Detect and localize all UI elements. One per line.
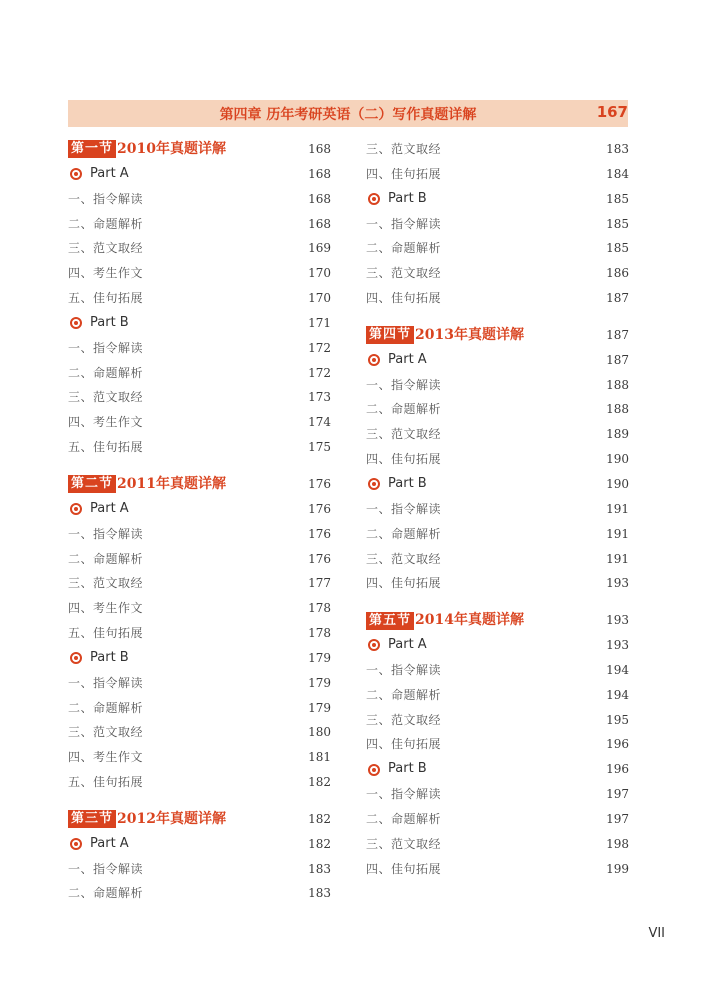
entry-page-number: 176 (308, 476, 331, 491)
entry-label: 二、命题解析 (68, 886, 144, 901)
entry-label: 三、范文取经 (366, 551, 442, 566)
entry-label: 一、指令解读 (366, 501, 442, 516)
toc-part-entry[interactable] (366, 348, 629, 373)
toc-entry[interactable] (366, 162, 629, 187)
toc-entry[interactable] (68, 286, 331, 311)
target-circle-icon (70, 168, 82, 180)
section-title: 2013年真题详解 (415, 326, 524, 343)
entry-page-number: 182 (308, 811, 331, 826)
entry-page-number: 191 (606, 551, 629, 566)
toc-entry[interactable] (68, 621, 331, 646)
toc-entry[interactable] (68, 881, 331, 906)
entry-label: 二、命题解析 (366, 241, 442, 256)
part-label: Part B (388, 190, 427, 206)
toc-section-heading[interactable] (68, 137, 331, 162)
toc-entry[interactable] (68, 671, 331, 696)
chapter-title[interactable]: 第四章 历年考研英语（二）写作真题详解 (219, 107, 477, 123)
entry-page-number: 183 (606, 142, 629, 156)
entry-page-number: 186 (606, 266, 629, 281)
toc-entry[interactable] (366, 658, 629, 683)
entry-page-number: 168 (308, 216, 331, 231)
toc-entry[interactable] (366, 732, 629, 757)
entry-label: 二、命题解析 (68, 365, 144, 380)
entry-page-number: 182 (308, 775, 331, 790)
entry-page-number: 177 (308, 576, 331, 591)
entry-page-number: 193 (606, 638, 629, 653)
entry-page-number: 169 (308, 241, 331, 256)
toc-entry[interactable] (68, 571, 331, 596)
section-badge: 第五节 (366, 612, 414, 630)
entry-page-number: 195 (606, 712, 629, 727)
entry-page-number: 187 (606, 327, 629, 342)
toc-part-entry[interactable] (68, 311, 331, 336)
part-label: Part A (388, 637, 427, 653)
section-badge: 第一节 (68, 140, 116, 158)
entry-label: 三、范文取经 (366, 266, 442, 281)
entry-label: 二、命题解析 (366, 687, 442, 702)
entry-label: 三、范文取经 (366, 712, 442, 727)
entry-page-number: 197 (606, 811, 629, 826)
part-label: Part B (90, 649, 129, 665)
entry-label: 一、指令解读 (68, 675, 144, 690)
entry-label: 四、考生作文 (68, 601, 144, 616)
toc-entry[interactable] (366, 137, 629, 162)
entry-label: 三、范文取经 (366, 427, 442, 442)
toc-entry[interactable] (366, 832, 629, 857)
entry-label: 一、指令解读 (68, 526, 144, 541)
entry-page-number: 185 (606, 241, 629, 256)
entry-page-number: 190 (606, 452, 629, 467)
section-title: 2011年真题详解 (117, 475, 226, 492)
toc-entry[interactable] (68, 596, 331, 621)
chapter-banner (68, 100, 628, 127)
entry-page-number: 179 (308, 675, 331, 690)
entry-page-number: 168 (308, 142, 331, 156)
section-title: 2012年真题详解 (117, 810, 226, 827)
toc-entry[interactable] (68, 385, 331, 410)
section-title: 2010年真题详解 (117, 141, 226, 157)
toc-section-heading[interactable] (366, 323, 629, 348)
entry-label: 二、命题解析 (68, 216, 144, 231)
toc-entry[interactable] (68, 857, 331, 882)
toc-entry[interactable] (366, 236, 629, 261)
entry-page-number: 181 (308, 750, 331, 765)
entry-page-number: 175 (308, 440, 331, 455)
entry-page-number: 189 (606, 427, 629, 442)
section-badge: 第四节 (366, 326, 414, 344)
toc-entry[interactable] (366, 373, 629, 398)
toc-entry[interactable] (68, 435, 331, 460)
entry-label: 二、命题解析 (68, 551, 144, 566)
toc-part-entry[interactable] (366, 472, 629, 497)
entry-page-number: 184 (606, 166, 629, 181)
entry-label: 三、范文取经 (68, 390, 144, 405)
entry-page-number: 190 (606, 476, 629, 491)
entry-page-number: 172 (308, 340, 331, 355)
toc-section-heading[interactable] (68, 472, 331, 497)
entry-page-number: 194 (606, 662, 629, 677)
entry-page-number: 179 (308, 700, 331, 715)
entry-page-number: 191 (606, 526, 629, 541)
entry-page-number: 170 (308, 291, 331, 306)
toc-part-entry[interactable] (68, 832, 331, 857)
target-circle-icon (70, 503, 82, 515)
entry-label: 五、佳句拓展 (68, 626, 144, 641)
toc-entry[interactable] (366, 571, 629, 596)
part-label: Part B (388, 761, 427, 777)
entry-page-number: 191 (606, 501, 629, 516)
toc-section-heading[interactable] (366, 608, 629, 633)
entry-page-number: 179 (308, 650, 331, 665)
toc-entry[interactable] (68, 720, 331, 745)
toc-section-heading[interactable] (68, 807, 331, 832)
entry-page-number: 198 (606, 836, 629, 851)
toc-entry[interactable] (366, 286, 629, 311)
section-badge: 第三节 (68, 810, 116, 828)
part-label: Part A (90, 165, 129, 181)
target-circle-icon (368, 354, 380, 366)
entry-page-number: 188 (606, 402, 629, 417)
page-number-roman: VII (648, 926, 665, 941)
entry-page-number: 193 (606, 613, 629, 628)
entry-label: 三、范文取经 (68, 725, 144, 740)
toc-entry[interactable] (68, 745, 331, 770)
entry-label: 三、范文取经 (366, 836, 442, 851)
target-circle-icon (368, 639, 380, 651)
part-label: Part A (90, 835, 129, 851)
entry-page-number: 183 (308, 861, 331, 876)
entry-label: 三、范文取经 (68, 241, 144, 256)
entry-label: 四、佳句拓展 (366, 291, 442, 306)
toc-entry[interactable] (366, 261, 629, 286)
entry-page-number: 193 (606, 576, 629, 591)
toc-entry[interactable] (68, 261, 331, 286)
entry-page-number: 197 (606, 787, 629, 802)
entry-label: 三、范文取经 (366, 142, 442, 156)
entry-label: 三、范文取经 (68, 576, 144, 591)
entry-page-number: 176 (308, 551, 331, 566)
toc-entry[interactable] (366, 683, 629, 708)
toc-entry[interactable] (68, 236, 331, 261)
entry-label: 二、命题解析 (68, 700, 144, 715)
entry-label: 一、指令解读 (366, 377, 442, 392)
toc-left-column (68, 137, 331, 906)
entry-label: 一、指令解读 (68, 340, 144, 355)
entry-page-number: 171 (308, 315, 331, 330)
entry-page-number: 187 (606, 291, 629, 306)
entry-label: 五、佳句拓展 (68, 440, 144, 455)
toc-entry[interactable] (366, 708, 629, 733)
entry-page-number: 185 (606, 191, 629, 206)
entry-label: 四、考生作文 (68, 415, 144, 430)
entry-label: 一、指令解读 (366, 662, 442, 677)
toc-entry[interactable] (68, 547, 331, 572)
entry-page-number: 168 (308, 191, 331, 206)
entry-page-number: 183 (308, 886, 331, 901)
toc-part-entry[interactable] (68, 162, 331, 187)
section-badge: 第二节 (68, 475, 116, 493)
target-circle-icon (368, 193, 380, 205)
toc-entry[interactable] (366, 522, 629, 547)
entry-page-number: 170 (308, 266, 331, 281)
toc-entry[interactable] (68, 770, 331, 795)
entry-page-number: 196 (606, 762, 629, 777)
toc-entry[interactable] (366, 212, 629, 237)
entry-label: 五、佳句拓展 (68, 775, 144, 790)
entry-page-number: 185 (606, 216, 629, 231)
entry-page-number: 199 (606, 861, 629, 876)
entry-label: 四、佳句拓展 (366, 166, 442, 181)
toc-entry[interactable] (366, 782, 629, 807)
entry-page-number: 178 (308, 626, 331, 641)
entry-page-number: 187 (606, 352, 629, 367)
entry-page-number: 178 (308, 601, 331, 616)
entry-label: 一、指令解读 (68, 861, 144, 876)
toc-entry[interactable] (68, 696, 331, 721)
toc-entry[interactable] (366, 807, 629, 832)
entry-page-number: 176 (308, 501, 331, 516)
toc-entry[interactable] (68, 212, 331, 237)
section-title: 2014年真题详解 (415, 612, 524, 629)
toc-part-entry[interactable] (366, 187, 629, 212)
toc-part-entry[interactable] (68, 497, 331, 522)
entry-page-number: 188 (606, 377, 629, 392)
entry-label: 五、佳句拓展 (68, 291, 144, 306)
toc-entry[interactable] (68, 336, 331, 361)
target-circle-icon (70, 652, 82, 664)
entry-label: 二、命题解析 (366, 811, 442, 826)
entry-label: 四、考生作文 (68, 266, 144, 281)
entry-label: 四、佳句拓展 (366, 861, 442, 876)
entry-label: 一、指令解读 (366, 787, 442, 802)
entry-page-number: 194 (606, 687, 629, 702)
entry-page-number: 168 (308, 166, 331, 181)
target-circle-icon (368, 764, 380, 776)
toc-entry[interactable] (366, 497, 629, 522)
toc-entry[interactable] (68, 522, 331, 547)
entry-label: 四、考生作文 (68, 750, 144, 765)
entry-label: 四、佳句拓展 (366, 576, 442, 591)
toc-entry[interactable] (68, 410, 331, 435)
toc-part-entry[interactable] (366, 633, 629, 658)
part-label: Part B (388, 475, 427, 491)
entry-label: 二、命题解析 (366, 402, 442, 417)
toc-entry[interactable] (366, 422, 629, 447)
part-label: Part A (90, 500, 129, 516)
toc-entry[interactable] (366, 547, 629, 572)
target-circle-icon (368, 478, 380, 490)
entry-page-number: 173 (308, 390, 331, 405)
entry-label: 一、指令解读 (68, 191, 144, 206)
entry-page-number: 196 (606, 737, 629, 752)
entry-label: 一、指令解读 (366, 216, 442, 231)
toc-entry[interactable] (366, 447, 629, 472)
target-circle-icon (70, 317, 82, 329)
target-circle-icon (70, 838, 82, 850)
toc-entry[interactable] (366, 397, 629, 422)
toc-entry[interactable] (68, 187, 331, 212)
chapter-page-number: 167 (596, 103, 628, 121)
entry-page-number: 182 (308, 836, 331, 851)
toc-entry[interactable] (366, 857, 629, 882)
part-label: Part A (388, 351, 427, 367)
part-label: Part B (90, 314, 129, 330)
toc-part-entry[interactable] (68, 646, 331, 671)
entry-label: 二、命题解析 (366, 526, 442, 541)
entry-page-number: 174 (308, 415, 331, 430)
entry-label: 四、佳句拓展 (366, 452, 442, 467)
entry-page-number: 172 (308, 365, 331, 380)
entry-page-number: 176 (308, 526, 331, 541)
toc-right-column (366, 137, 629, 881)
entry-page-number: 180 (308, 725, 331, 740)
toc-entry[interactable] (68, 361, 331, 386)
toc-part-entry[interactable] (366, 757, 629, 782)
entry-label: 四、佳句拓展 (366, 737, 442, 752)
